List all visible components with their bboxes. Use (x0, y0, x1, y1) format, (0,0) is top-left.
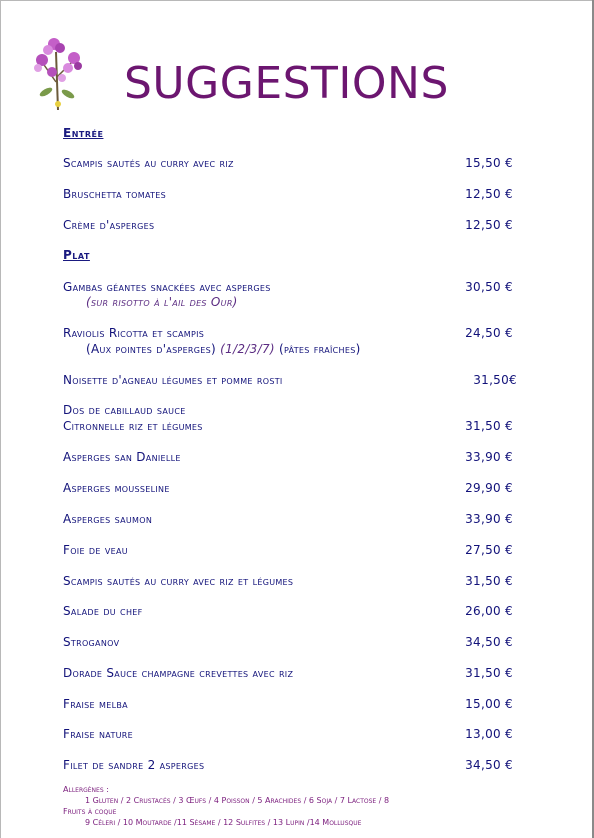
menu-item-name: Fraise melba (63, 697, 128, 711)
menu-item-name: Raviolis Ricotta et scampis (63, 326, 205, 340)
menu-item-price: 31,50€ (473, 373, 517, 387)
menu-item-name: Scampis sautés au curry avec riz et légumes (63, 574, 294, 588)
menu-item-price: 15,00 € (465, 697, 513, 711)
menu-item-name: Dorade Sauce champagne crevettes avec riz (63, 666, 294, 680)
menu-item-name: Dos de cabillaud sauce (63, 403, 186, 417)
page-border-top (0, 0, 594, 1)
menu-item-price: 33,90 € (465, 450, 513, 464)
allergens-list-line: 9 Céleri / 10 Moutarde /11 Sésame / 12 Sulfites / 13 Lupin /14 Mollusque (85, 818, 362, 827)
menu-item-price: 15,50 € (465, 156, 513, 170)
menu-item-allergen-codes: (1/2/3/7) (220, 342, 275, 356)
page-title: SUGGESTIONS (124, 58, 449, 109)
menu-item-note (86, 342, 361, 357)
menu-item-name: Noisette d'agneau légumes et pomme rosti (63, 373, 283, 387)
menu-item-name: Bruschetta tomates (63, 187, 167, 201)
page-border-left (0, 0, 1, 838)
menu-item-name: Scampis sautés au curry avec riz (63, 156, 234, 170)
menu-item-note (86, 295, 238, 310)
flower-decoration-image (30, 32, 86, 114)
menu-item-name: Filet de sandre 2 asperges (63, 758, 205, 772)
menu-item-price: 34,50 € (465, 635, 513, 649)
menu-item-name: Fraise nature (63, 727, 134, 741)
section-heading-entree: Entrée (63, 126, 104, 140)
menu-item-price: 13,00 € (465, 727, 513, 741)
section-heading-plat: Plat (63, 248, 90, 262)
menu-item-price: 26,00 € (465, 604, 513, 618)
menu-item-price: 31,50 € (465, 574, 513, 588)
menu-item-name: Stroganov (63, 635, 120, 649)
menu-item-price: 34,50 € (465, 758, 513, 772)
menu-item-note-text: (sur risotto à l'ail des Our) (86, 295, 238, 309)
menu-item-price: 27,50 € (465, 543, 513, 557)
allergens-legend (63, 784, 553, 828)
menu-item-note-text: (Aux pointes d'asperges) (86, 342, 217, 356)
menu-item-name: Asperges mousseline (63, 481, 170, 495)
menu-item-price: 12,50 € (465, 218, 513, 232)
menu-item-note-text: (pâtes fraîches) (279, 342, 361, 356)
allergens-label: Allergènes : (63, 785, 109, 794)
menu-item-price: 33,90 € (465, 512, 513, 526)
menu-item-name: Salade du chef (63, 604, 143, 618)
menu-item-price: 31,50 € (465, 666, 513, 680)
menu-item-price: 30,50 € (465, 280, 513, 294)
menu-item-name: Crème d'asperges (63, 218, 155, 232)
menu-item-name: Gambas géantes snackées avec asperges (63, 280, 271, 294)
menu-item-price: 31,50 € (465, 419, 513, 433)
menu-item-price: 29,90 € (465, 481, 513, 495)
menu-item-price: 12,50 € (465, 187, 513, 201)
allergens-list-line: 1 Gluten / 2 Crustacés / 3 Œufs / 4 Poisson / 5 Arachides / 6 Soja / 7 Lactose / 8 (85, 796, 390, 805)
menu-item-name: Asperges san Danielle (63, 450, 181, 464)
menu-item-name: Asperges saumon (63, 512, 153, 526)
menu-item-name: Foie de veau (63, 543, 128, 557)
menu-item-price: 24,50 € (465, 326, 513, 340)
allergens-list-line: Fruits à coque (63, 807, 117, 816)
menu-item-name-continued: Citronnelle riz et légumes (63, 419, 203, 433)
